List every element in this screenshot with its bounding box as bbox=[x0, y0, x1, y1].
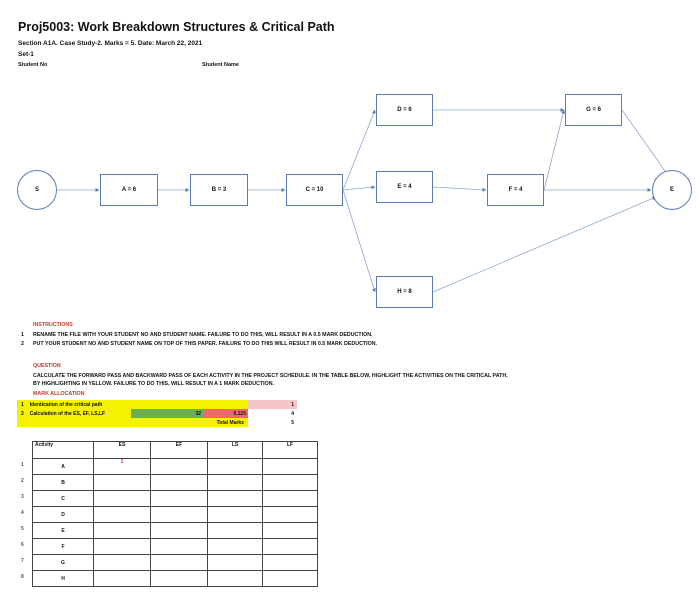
mark-row-1 bbox=[17, 400, 248, 409]
node-d: D = 6 bbox=[376, 94, 433, 126]
table-row bbox=[33, 539, 318, 555]
header-ef: EF bbox=[151, 442, 208, 459]
es-cell[interactable] bbox=[94, 539, 151, 555]
row-number: 3 bbox=[21, 494, 24, 500]
node-g: G = 6 bbox=[565, 94, 622, 126]
node-start: S bbox=[17, 170, 57, 210]
instructions-heading: INSTRUCTIONS bbox=[33, 322, 73, 328]
instruction-1-text: RENAME THE FILE WITH YOUR STUDENT NO AND STUDENT NAME. FAILURE TO DO THIS, WILL RESULT IN A 0.5 MARK DEDUCTION. bbox=[33, 332, 373, 338]
table-row bbox=[33, 555, 318, 571]
activity-cell[interactable]: F bbox=[33, 539, 94, 555]
activity-cell[interactable]: G bbox=[33, 555, 94, 571]
ef-cell[interactable] bbox=[151, 475, 208, 491]
table-header-row bbox=[33, 442, 318, 459]
es-cell[interactable] bbox=[94, 491, 151, 507]
ef-cell[interactable] bbox=[151, 507, 208, 523]
header-activity: Activity bbox=[33, 442, 94, 459]
table-row bbox=[33, 523, 318, 539]
ls-cell[interactable] bbox=[208, 571, 263, 587]
ls-cell[interactable] bbox=[208, 507, 263, 523]
header-ls: LS bbox=[208, 442, 263, 459]
mark-row-2-label: Calculation of the ES, EF, LS,LF bbox=[29, 410, 106, 417]
ls-cell[interactable] bbox=[208, 523, 263, 539]
lf-cell[interactable] bbox=[263, 475, 318, 491]
activity-cell[interactable]: H bbox=[33, 571, 94, 587]
header-es: ES bbox=[94, 442, 151, 459]
es-cell[interactable] bbox=[94, 555, 151, 571]
row-number: 7 bbox=[21, 558, 24, 564]
mark-row-2-value-2: 0.125 bbox=[203, 409, 248, 418]
edge-h-end bbox=[433, 197, 656, 292]
node-h: H = 8 bbox=[376, 276, 433, 308]
instruction-1-num: 1 bbox=[21, 332, 24, 338]
mark-row-2-value-1: 32 bbox=[131, 409, 203, 418]
lf-cell[interactable] bbox=[263, 555, 318, 571]
mark-row-2-score: 4 bbox=[291, 410, 294, 417]
ef-cell[interactable] bbox=[151, 491, 208, 507]
activity-cell[interactable]: C bbox=[33, 491, 94, 507]
student-no-label: Student No bbox=[18, 62, 48, 68]
ls-cell[interactable] bbox=[208, 555, 263, 571]
activity-cell[interactable]: E bbox=[33, 523, 94, 539]
page-title: Proj5003: Work Breakdown Structures & Critical Path bbox=[18, 20, 335, 34]
question-line-1: CALCULATE THE FORWARD PASS AND BACKWARD PASS OF EACH ACTIVITY IN THE PROJECT SCHEDULE. IN THE TABLE BELOW, HIGHLIGHT THE ACTIVITIES ON THE CRITICAL PATH, bbox=[33, 373, 508, 379]
es-cell[interactable] bbox=[94, 475, 151, 491]
lf-cell[interactable] bbox=[263, 539, 318, 555]
row-number: 2 bbox=[21, 478, 24, 484]
ef-cell[interactable] bbox=[151, 555, 208, 571]
es-cell[interactable] bbox=[94, 507, 151, 523]
set-label: Set-1 bbox=[18, 51, 34, 58]
mark-allocation-heading: MARK ALLOCATION bbox=[33, 391, 85, 397]
total-marks-value: 5 bbox=[291, 419, 294, 426]
row-number: 6 bbox=[21, 542, 24, 548]
ls-cell[interactable] bbox=[208, 491, 263, 507]
mark-row-1-num: 1 bbox=[21, 401, 24, 408]
student-name-label: Student Name bbox=[202, 62, 239, 68]
node-b: B = 3 bbox=[190, 174, 248, 206]
ef-cell[interactable] bbox=[151, 571, 208, 587]
ef-cell[interactable] bbox=[151, 459, 208, 475]
row-number: 4 bbox=[21, 510, 24, 516]
node-e: E = 4 bbox=[376, 171, 433, 203]
edge-c-d bbox=[343, 110, 375, 190]
total-marks-label: Total Marks bbox=[17, 418, 248, 427]
ef-cell[interactable] bbox=[151, 523, 208, 539]
node-c: C = 10 bbox=[286, 174, 343, 206]
activity-table bbox=[32, 441, 318, 587]
lf-cell[interactable] bbox=[263, 571, 318, 587]
activity-cell[interactable]: D bbox=[33, 507, 94, 523]
lf-cell[interactable] bbox=[263, 523, 318, 539]
row-number: 1 bbox=[21, 462, 24, 468]
ls-cell[interactable] bbox=[208, 539, 263, 555]
section-line: Section A1A. Case Study-2. Marks = 5. Date: March 22, 2021 bbox=[18, 40, 203, 47]
es-cell[interactable] bbox=[94, 523, 151, 539]
node-f: F = 4 bbox=[487, 174, 544, 206]
row-number: 8 bbox=[21, 574, 24, 580]
mark-row-1-label: Identication of the critical path bbox=[29, 401, 103, 408]
row-number: 5 bbox=[21, 526, 24, 532]
question-line-2: BY HIGHLIGHTING IN YELLOW. FAILURE TO DO THIS, WILL RESULT IN A 1 MARK DEDUCTION. bbox=[33, 381, 275, 387]
table-row bbox=[33, 571, 318, 587]
header-lf: LF bbox=[263, 442, 318, 459]
instruction-2-text: PUT YOUR STUDENT NO AND STUDENT NAME ON TOP OF THIS PAPER. FAILURE TO DO THIS WILL RESULT IN 0.5 MARK DEDUCTION. bbox=[33, 341, 378, 347]
edge-c-e bbox=[343, 187, 375, 190]
instruction-2-num: 2 bbox=[21, 341, 24, 347]
mark-row-1-score: 1 bbox=[248, 400, 297, 409]
mark-row-2-num: 2 bbox=[21, 410, 24, 417]
lf-cell[interactable] bbox=[263, 459, 318, 475]
ls-cell[interactable] bbox=[208, 475, 263, 491]
edge-f-g bbox=[544, 110, 564, 190]
edge-c-h bbox=[343, 190, 375, 292]
edge-g-end bbox=[622, 110, 670, 178]
lf-cell[interactable] bbox=[263, 507, 318, 523]
activity-cell[interactable]: A bbox=[33, 459, 94, 475]
mark-row-2 bbox=[17, 409, 131, 418]
table-row bbox=[33, 475, 318, 491]
lf-cell[interactable] bbox=[263, 491, 318, 507]
node-end: E bbox=[652, 170, 692, 210]
edge-e-f bbox=[433, 187, 486, 190]
activity-cell[interactable]: B bbox=[33, 475, 94, 491]
node-a: A = 6 bbox=[100, 174, 158, 206]
table-row bbox=[33, 507, 318, 523]
ls-cell[interactable] bbox=[208, 459, 263, 475]
ef-cell[interactable] bbox=[151, 539, 208, 555]
es-cell[interactable] bbox=[94, 571, 151, 587]
table-row bbox=[33, 459, 318, 475]
table-row bbox=[33, 491, 318, 507]
question-heading: QUESTION bbox=[33, 363, 61, 369]
es-cell[interactable]: 1 bbox=[94, 459, 151, 475]
